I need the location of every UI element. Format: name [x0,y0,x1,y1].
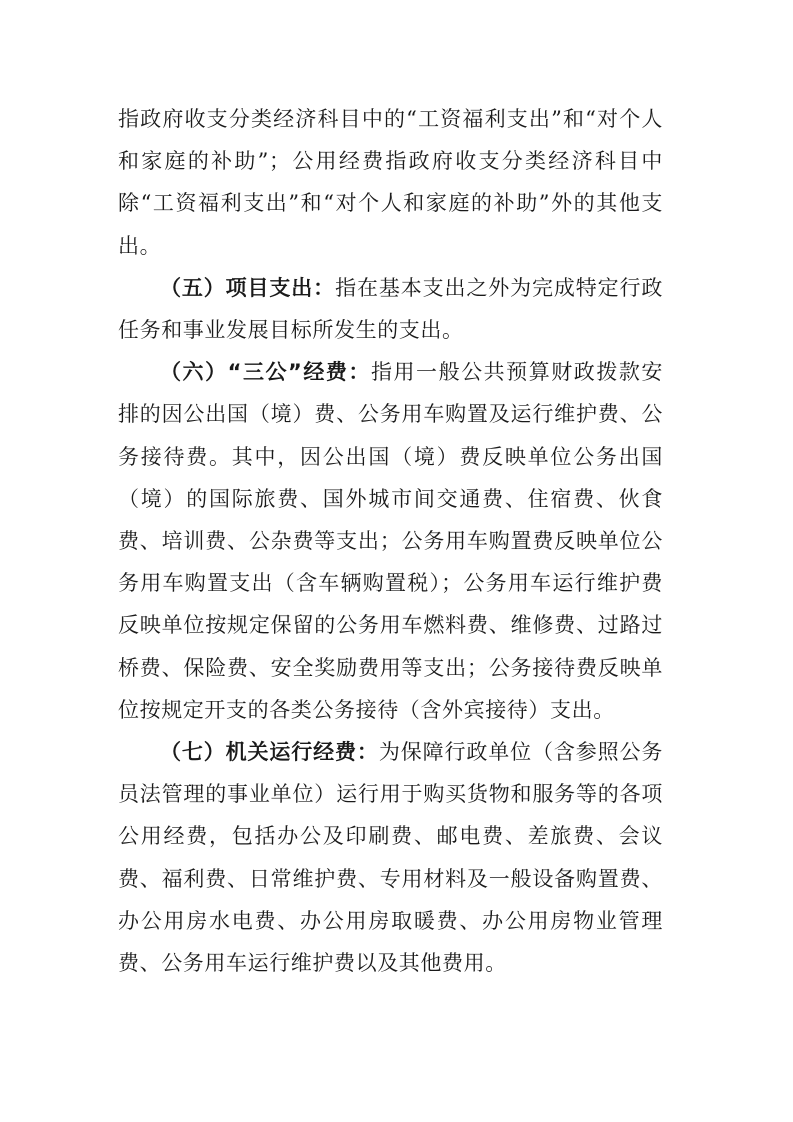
document-page [118,98,663,984]
paragraph-operating-expenses [118,731,663,984]
paragraph-text: 指政府收支分类经济科目中的“工资福利支出”和“对个人和家庭的补助”；公用经费指政府收支分类经济科目中除“工资福利支出”和“对个人和家庭的补助”外的其他支出。 [118,107,663,258]
paragraph-text: 指用一般公共预算财政拨款安排的因公出国（境）费、公务用车购置及运行维护费、公务接待费。其中，因公出国（境）费反映单位公务出国（境）的国际旅费、国外城市间交通费、住宿费、伙食费、培训费、公杂费等支出；公务用车购置费反映单位公务用车购置支出（含车辆购置税）；公务用车运行维护费反映单位按规定保留的公务用车燃料费、维修费、过路过桥费、保险费、安全奖励费用等支出；公务接待费反映单位按规定开支的各类公务接待（含外宾接待）支出。 [118,360,663,722]
paragraph-project-expenditure [118,267,663,351]
section-heading: （七）机关运行经费： [160,740,379,765]
paragraph-continuation [118,98,663,267]
paragraph-text: 为保障行政单位（含参照公务员法管理的事业单位）运行用于购买货物和服务等的各项公用经费，包括办公及印刷费、邮电费、差旅费、会议费、福利费、日常维护费、专用材料及一般设备购置费、办公用房水电费、办公用房取暖费、办公用房物业管理费、公务用车运行维护费以及其他费用。 [118,740,663,976]
section-heading: （六）“三公”经费： [160,360,371,385]
section-heading: （五）项目支出： [160,275,336,300]
paragraph-three-public-expenses [118,351,663,731]
paragraph-text: 指在基本支出之外为完成特定行政任务和事业发展目标所发生的支出。 [118,275,663,343]
